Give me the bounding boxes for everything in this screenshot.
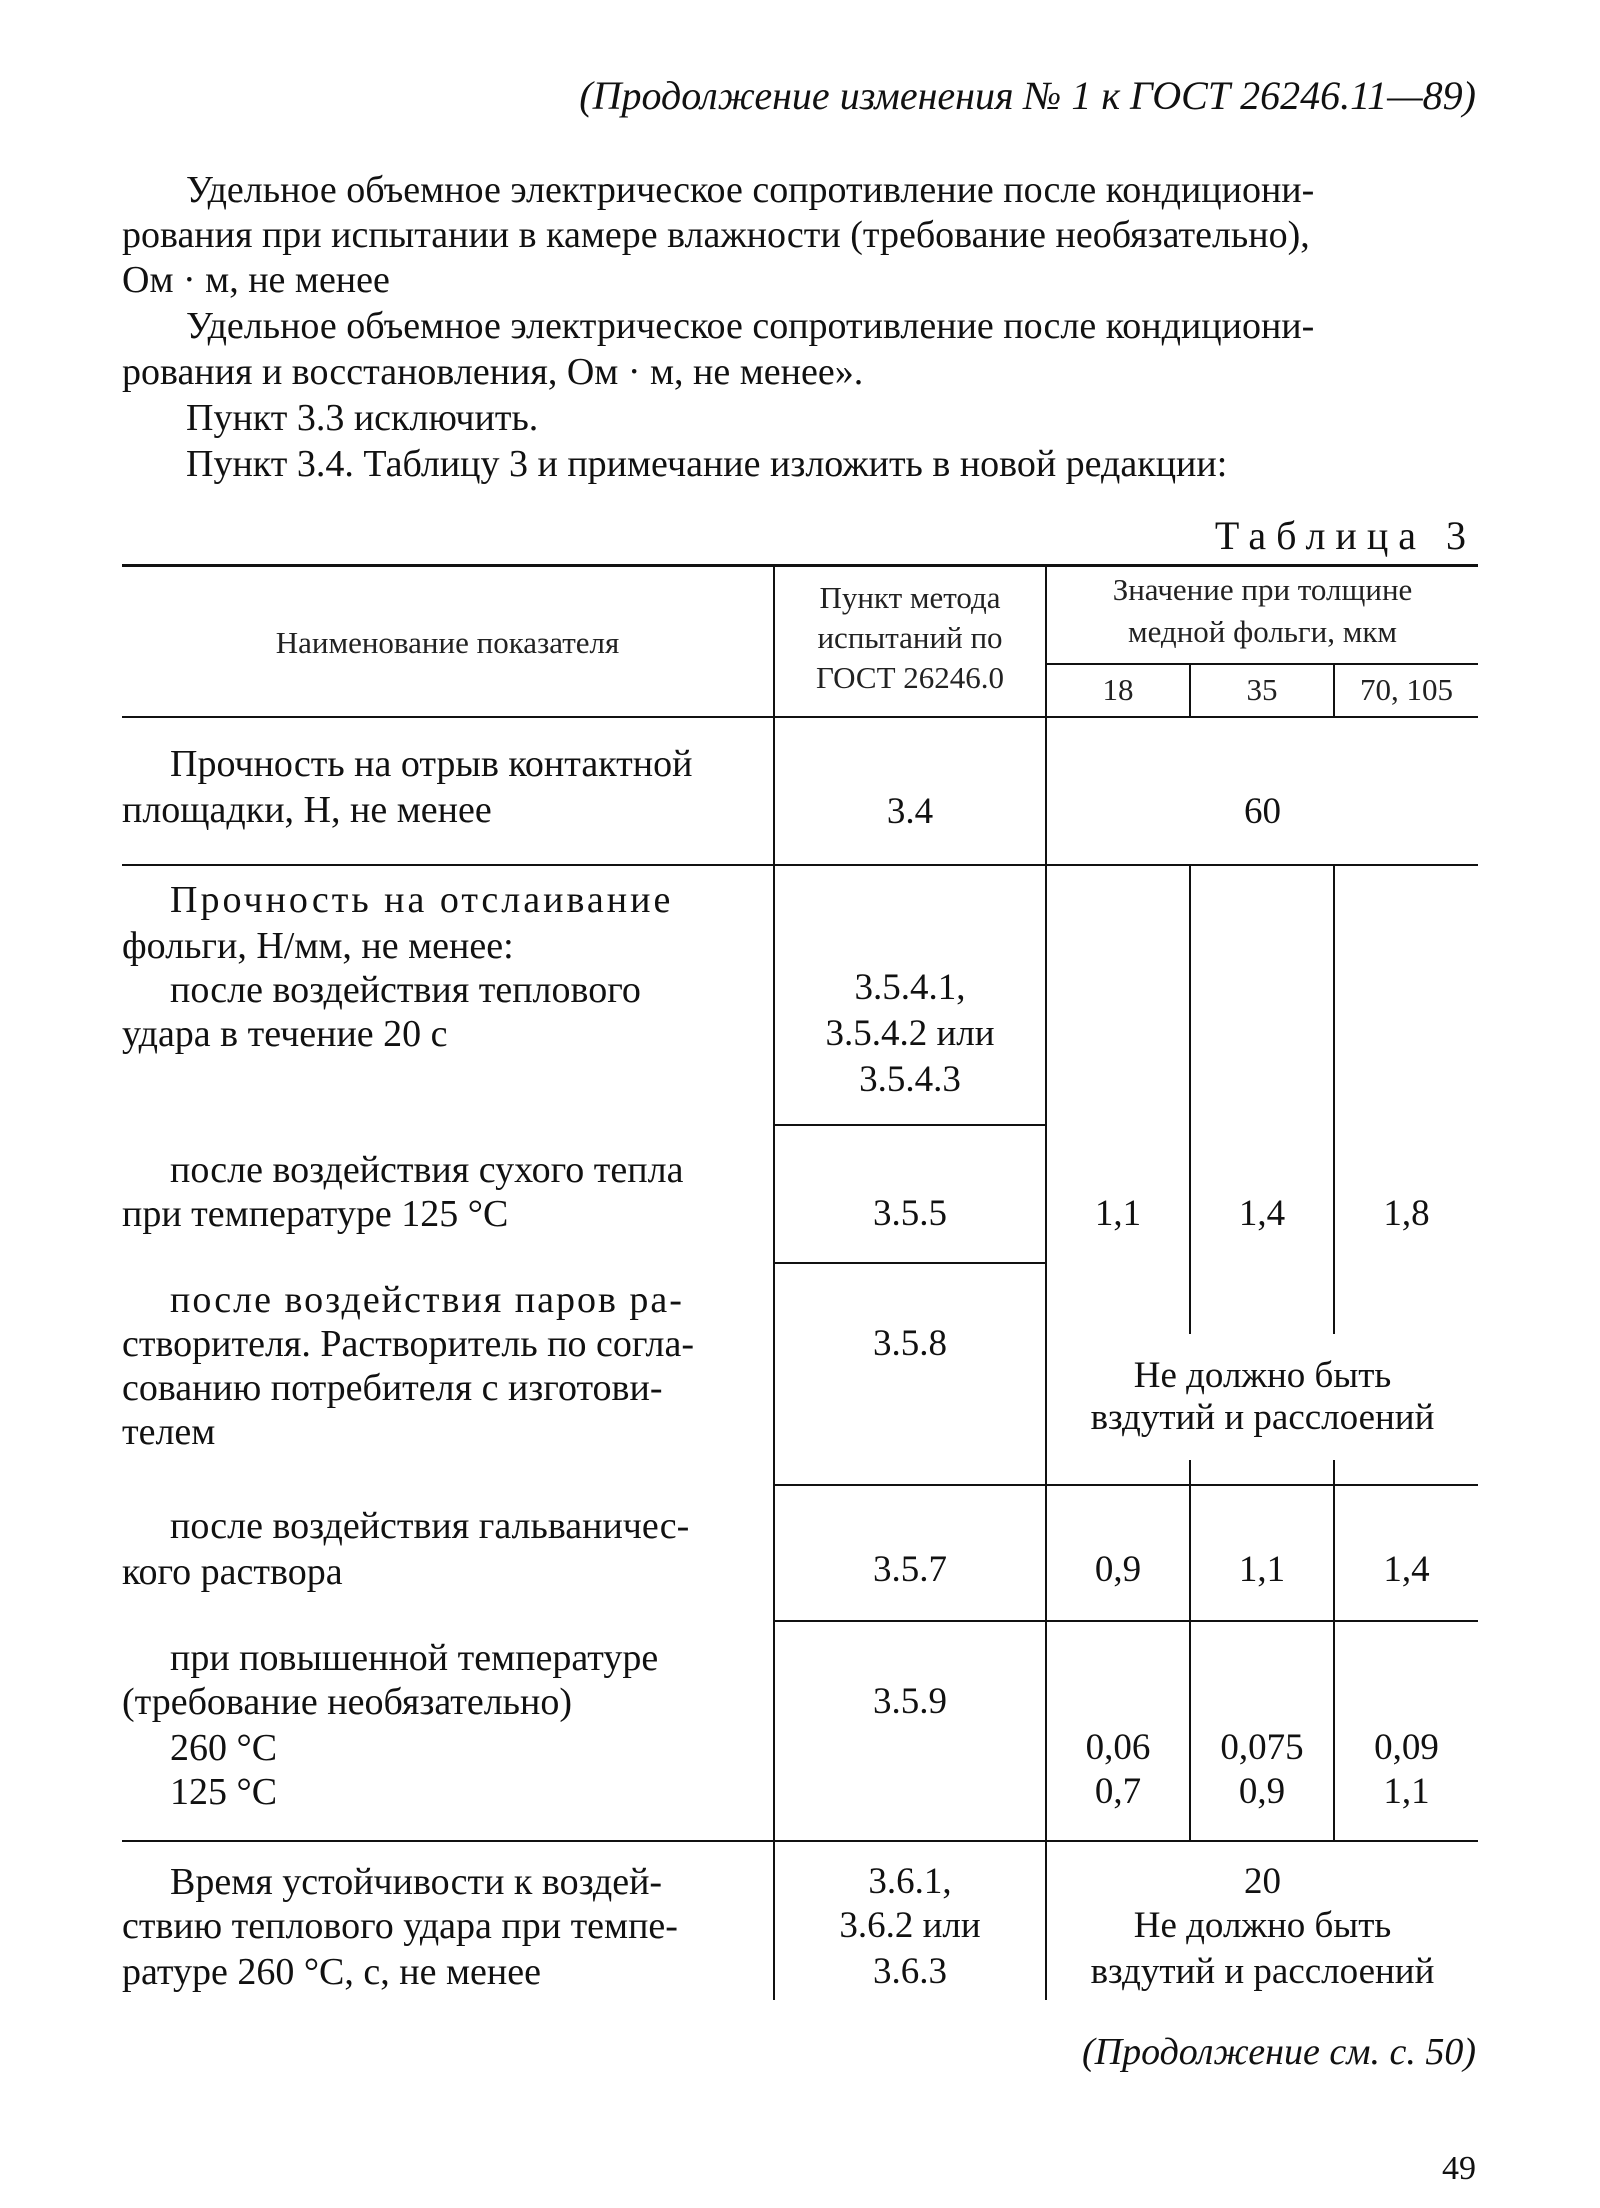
row4-name-line2: створителя. Растворитель по согла- [122, 1323, 695, 1365]
row7-name-line2: ствию теплового удара при темпе- [122, 1905, 678, 1947]
table-caption: Таблица 3 [1214, 513, 1476, 558]
row6-value-125-18: 0,7 [1094, 1771, 1142, 1812]
intro-p4: Пункт 3.4. Таблицу 3 и примечание изложить в новой редакции: [186, 443, 1228, 485]
row6-value-125-70-105: 1,1 [1383, 1771, 1430, 1812]
intro-p1-line1: Удельное объемное электрическое сопротивление после кондициони- [186, 169, 1315, 211]
row3-value-70-105: 1,8 [1383, 1193, 1430, 1234]
page-number: 49 [1442, 2150, 1476, 2187]
row3-method: 3.5.5 [873, 1193, 947, 1234]
header-thickness-35: 35 [1246, 672, 1278, 707]
row5-value-70-105: 1,4 [1383, 1549, 1430, 1590]
row7-method-line2: 3.6.2 или [839, 1905, 981, 1946]
row4-name-line3: сованию потребителя с изготови- [122, 1367, 663, 1409]
row7-value-line3: вздутий и расслоений [1090, 1951, 1435, 1992]
header-value-line2: медной фольги, мкм [1127, 614, 1398, 649]
row6-value-260-70-105: 0,09 [1374, 1727, 1439, 1768]
intro-p1-line2: рования при испытании в камере влажности (требование необязательно), [122, 214, 1310, 256]
header-value-line1: Значение при толщине [1112, 572, 1413, 607]
row4-value-line2: вздутий и расслоений [1047, 1396, 1478, 1439]
intro-p3: Пункт 3.3 исключить. [186, 397, 539, 439]
row5-name-line2: кого раствора [122, 1551, 343, 1593]
row2-method-line1: 3.5.4.1, [854, 967, 966, 1008]
continuation-footer: (Продолжение см. с. 50) [1081, 2031, 1476, 2073]
row6-name-260: 260 °С [170, 1727, 278, 1769]
header-method-line2: испытаний по [817, 620, 1003, 655]
row7-method-line1: 3.6.1, [868, 1861, 952, 1902]
header-method-line3: ГОСТ 26246.0 [815, 660, 1005, 695]
row4-value-line1: Не должно быть [1047, 1354, 1478, 1397]
header-thickness-18: 18 [1102, 672, 1134, 707]
row6-method: 3.5.9 [873, 1681, 947, 1722]
row2-name-line1: Прочность на отслаивание [170, 879, 674, 921]
row2-method-line3: 3.5.4.3 [859, 1059, 961, 1100]
row5-name-line1: после воздействия гальваничес- [170, 1505, 690, 1547]
row1-method: 3.4 [886, 791, 934, 832]
row1-value: 60 [1244, 791, 1281, 832]
row6-value-260-35: 0,075 [1220, 1727, 1304, 1768]
intro-p1-line3: Ом · м, не менее [122, 259, 390, 301]
row6-name-line2: (требование необязательно) [122, 1681, 572, 1723]
row5-value-35: 1,1 [1238, 1549, 1286, 1590]
row2-name-line2: фольги, Н/мм, не менее: [122, 925, 514, 967]
header-thickness-70-105: 70, 105 [1360, 672, 1453, 707]
row1-name-line1: Прочность на отрыв контактной [170, 743, 693, 785]
row6-name-125: 125 °С [170, 1771, 278, 1813]
row2-name-line4: удара в течение 20 с [122, 1013, 448, 1055]
row4-method: 3.5.8 [873, 1323, 947, 1364]
row2-name-line3: после воздействия теплового [170, 969, 641, 1011]
continuation-header: (Продолжение изменения № 1 к ГОСТ 26246.11—89) [579, 73, 1476, 118]
row7-name-line1: Время устойчивости к воздей- [170, 1861, 663, 1903]
intro-p2-line1: Удельное объемное электрическое сопротивление после кондициони- [186, 305, 1315, 347]
row5-value-18: 0,9 [1094, 1549, 1142, 1590]
row4-name-line4: телем [122, 1411, 216, 1453]
row4-name-line1: после воздействия паров ра- [170, 1279, 684, 1321]
row6-value-260-18: 0,06 [1085, 1727, 1151, 1768]
row6-name-line1: при повышенной температуре [170, 1637, 659, 1679]
row5-method: 3.5.7 [873, 1549, 947, 1590]
row7-value-line1: 20 [1244, 1861, 1281, 1902]
row7-method-line3: 3.6.3 [873, 1951, 947, 1992]
row7-value-line2: Не должно быть [1133, 1905, 1392, 1946]
row6-value-125-35: 0,9 [1238, 1771, 1286, 1812]
row2-method-line2: 3.5.4.2 или [825, 1013, 995, 1054]
header-method-line1: Пункт метода [819, 580, 1001, 615]
row3-name-line1: после воздействия сухого тепла [170, 1149, 684, 1191]
row7-name-line3: ратуре 260 °С, с, не менее [122, 1951, 541, 1993]
row3-value-18: 1,1 [1094, 1193, 1142, 1234]
row3-value-35: 1,4 [1238, 1193, 1286, 1234]
row3-name-line2: при температуре 125 °С [122, 1193, 509, 1235]
header-name: Наименование показателя [275, 625, 620, 660]
row1-name-line2: площадки, Н, не менее [122, 789, 492, 831]
intro-p2-line2: рования и восстановления, Ом · м, не менее». [122, 351, 864, 393]
